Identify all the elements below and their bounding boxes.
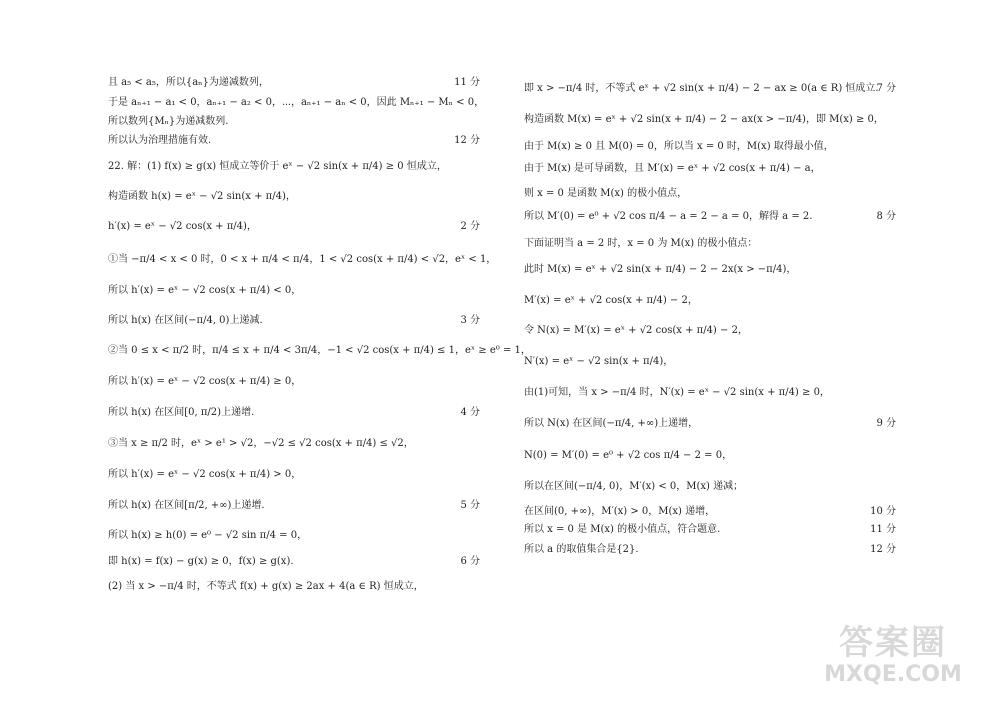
line-text: 此时 M(x) = eˣ + √2 sin(x + π/4) − 2 − 2x(x > −π/4)， (524, 264, 797, 275)
score-mark: 11 分 (454, 77, 480, 88)
line-text: 所以 h(x) 在区间[π/2, +∞)上递增. (108, 500, 265, 511)
line-text: 所以 h(x) 在区间[0, π/2)上递增. (108, 407, 255, 418)
line-text: 则 x = 0 是函数 M(x) 的极小值点， (524, 188, 688, 199)
score-mark: 4 分 (460, 407, 480, 418)
watermark-domain: MXQE.COM (824, 662, 962, 687)
line-text: 由于 M(x) ≥ 0 且 M(0) = 0，所以当 x = 0 时，M(x) 取得最小值， (524, 141, 834, 152)
line-text: 所以 N(x) 在区间(−π/4, +∞)上递增， (524, 418, 699, 429)
line-text: ③当 x ≥ π/2 时，eˣ > e¹ > √2，−√2 ≤ √2 cos(x + π/4) ≤ √2， (108, 438, 414, 449)
score-mark: 8 分 (876, 211, 896, 222)
line-text: 22. 解：(1) f(x) ≥ g(x) 恒成立等价于 eˣ − √2 sin(x + π/4) ≥ 0 恒成立， (108, 161, 447, 172)
line-text: 所以 M′(0) = e⁰ + √2 cos π/4 − a = 2 − a = 0，解得 a = 2. (524, 211, 813, 222)
line-text: ②当 0 ≤ x < π/2 时，π/4 ≤ x + π/4 < 3π/4，−1 < √2 cos(x + π/4) ≤ 1，eˣ ≥ e⁰ = 1， (108, 345, 531, 356)
line-text: 下面证明当 a = 2 时，x = 0 为 M(x) 的极小值点： (524, 238, 758, 249)
line-text: N(0) = M′(0) = e⁰ + √2 cos π/4 − 2 = 0， (524, 450, 733, 461)
line-text: 所以 h′(x) = eˣ − √2 cos(x + π/4) > 0， (108, 469, 302, 480)
score-mark: 12 分 (870, 544, 896, 555)
line-text: M′(x) = eˣ + √2 cos(x + π/4) − 2， (524, 295, 698, 306)
line-text: 于是 aₙ₊₁ − a₁ < 0，aₙ₊₁ − a₂ < 0，⋯，aₙ₊₁ − aₙ < 0，因此 Mₙ₊₁ − Mₙ < 0， (108, 97, 485, 108)
line-text: 由(1)可知，当 x > −π/4 时，N′(x) = eˣ − √2 sin(x + π/4) ≥ 0， (524, 387, 830, 398)
line-text: 所以 h(x) ≥ h(0) = e⁰ − √2 sin π/4 = 0， (108, 530, 308, 541)
line-text: ①当 −π/4 < x < 0 时，0 < x + π/4 < π/4，1 < √2 cos(x + π/4) < √2，eˣ < 1， (108, 254, 497, 265)
score-mark: 10 分 (870, 506, 896, 517)
site-watermark (808, 624, 978, 694)
score-mark: 6 分 (460, 556, 480, 567)
score-mark: 11 分 (870, 524, 896, 535)
score-mark: 2 分 (460, 221, 480, 232)
line-text: 由于 M(x) 是可导函数，且 M′(x) = eˣ + √2 cos(x + π/4) − a， (524, 163, 821, 174)
line-text: (2) 当 x > −π/4 时，不等式 f(x) + g(x) ≥ 2ax + 4(a ∈ R) 恒成立， (108, 581, 424, 592)
line-text: 所以 x = 0 是 M(x) 的极小值点，符合题意. (524, 524, 721, 535)
line-text: 且 a₅ < a₅，所以{aₙ}为递减数列， (108, 77, 269, 88)
line-text: 所以 h′(x) = eˣ − √2 cos(x + π/4) < 0， (108, 285, 302, 296)
line-text: 所以 a 的取值集合是{2}. (524, 544, 639, 555)
score-mark: 9 分 (876, 418, 896, 429)
line-text: 即 h(x) = f(x) − g(x) ≥ 0，f(x) ≥ g(x). (108, 556, 294, 567)
score-mark: 7 分 (876, 83, 896, 94)
line-text: 即 x > −π/4 时，不等式 eˣ + √2 sin(x + π/4) − 2 − ax ≥ 0(a ∈ R) 恒成立. (524, 83, 879, 94)
score-mark: 12 分 (454, 135, 480, 146)
line-text: 在区间(0, +∞)，M′(x) > 0，M(x) 递增， (524, 506, 716, 517)
score-mark: 5 分 (460, 500, 480, 511)
score-mark: 3 分 (460, 315, 480, 326)
line-text: 构造函数 h(x) = eˣ − √2 sin(x + π/4)， (108, 191, 296, 202)
line-text: h′(x) = eˣ − √2 cos(x + π/4)， (108, 221, 257, 232)
line-text: 令 N(x) = M′(x) = eˣ + √2 cos(x + π/4) − 2， (524, 325, 748, 336)
line-text: 所以 h′(x) = eˣ − √2 cos(x + π/4) ≥ 0， (108, 376, 302, 387)
line-text: 所以在区间(−π/4, 0)，M′(x) < 0，M(x) 递减； (524, 481, 744, 492)
line-text: N′(x) = eˣ − √2 sin(x + π/4)， (524, 356, 674, 367)
line-text: 所以认为治理措施有效. (108, 135, 212, 146)
line-text: 所以数列{Mₙ}为递减数列. (108, 116, 229, 127)
line-text: 构造函数 M(x) = eˣ + √2 sin(x + π/4) − 2 − ax(x > −π/4)，即 M(x) ≥ 0， (524, 114, 884, 125)
watermark-text: 答案圈 (839, 623, 947, 663)
line-text: 所以 h(x) 在区间(−π/4, 0)上递减. (108, 315, 263, 326)
